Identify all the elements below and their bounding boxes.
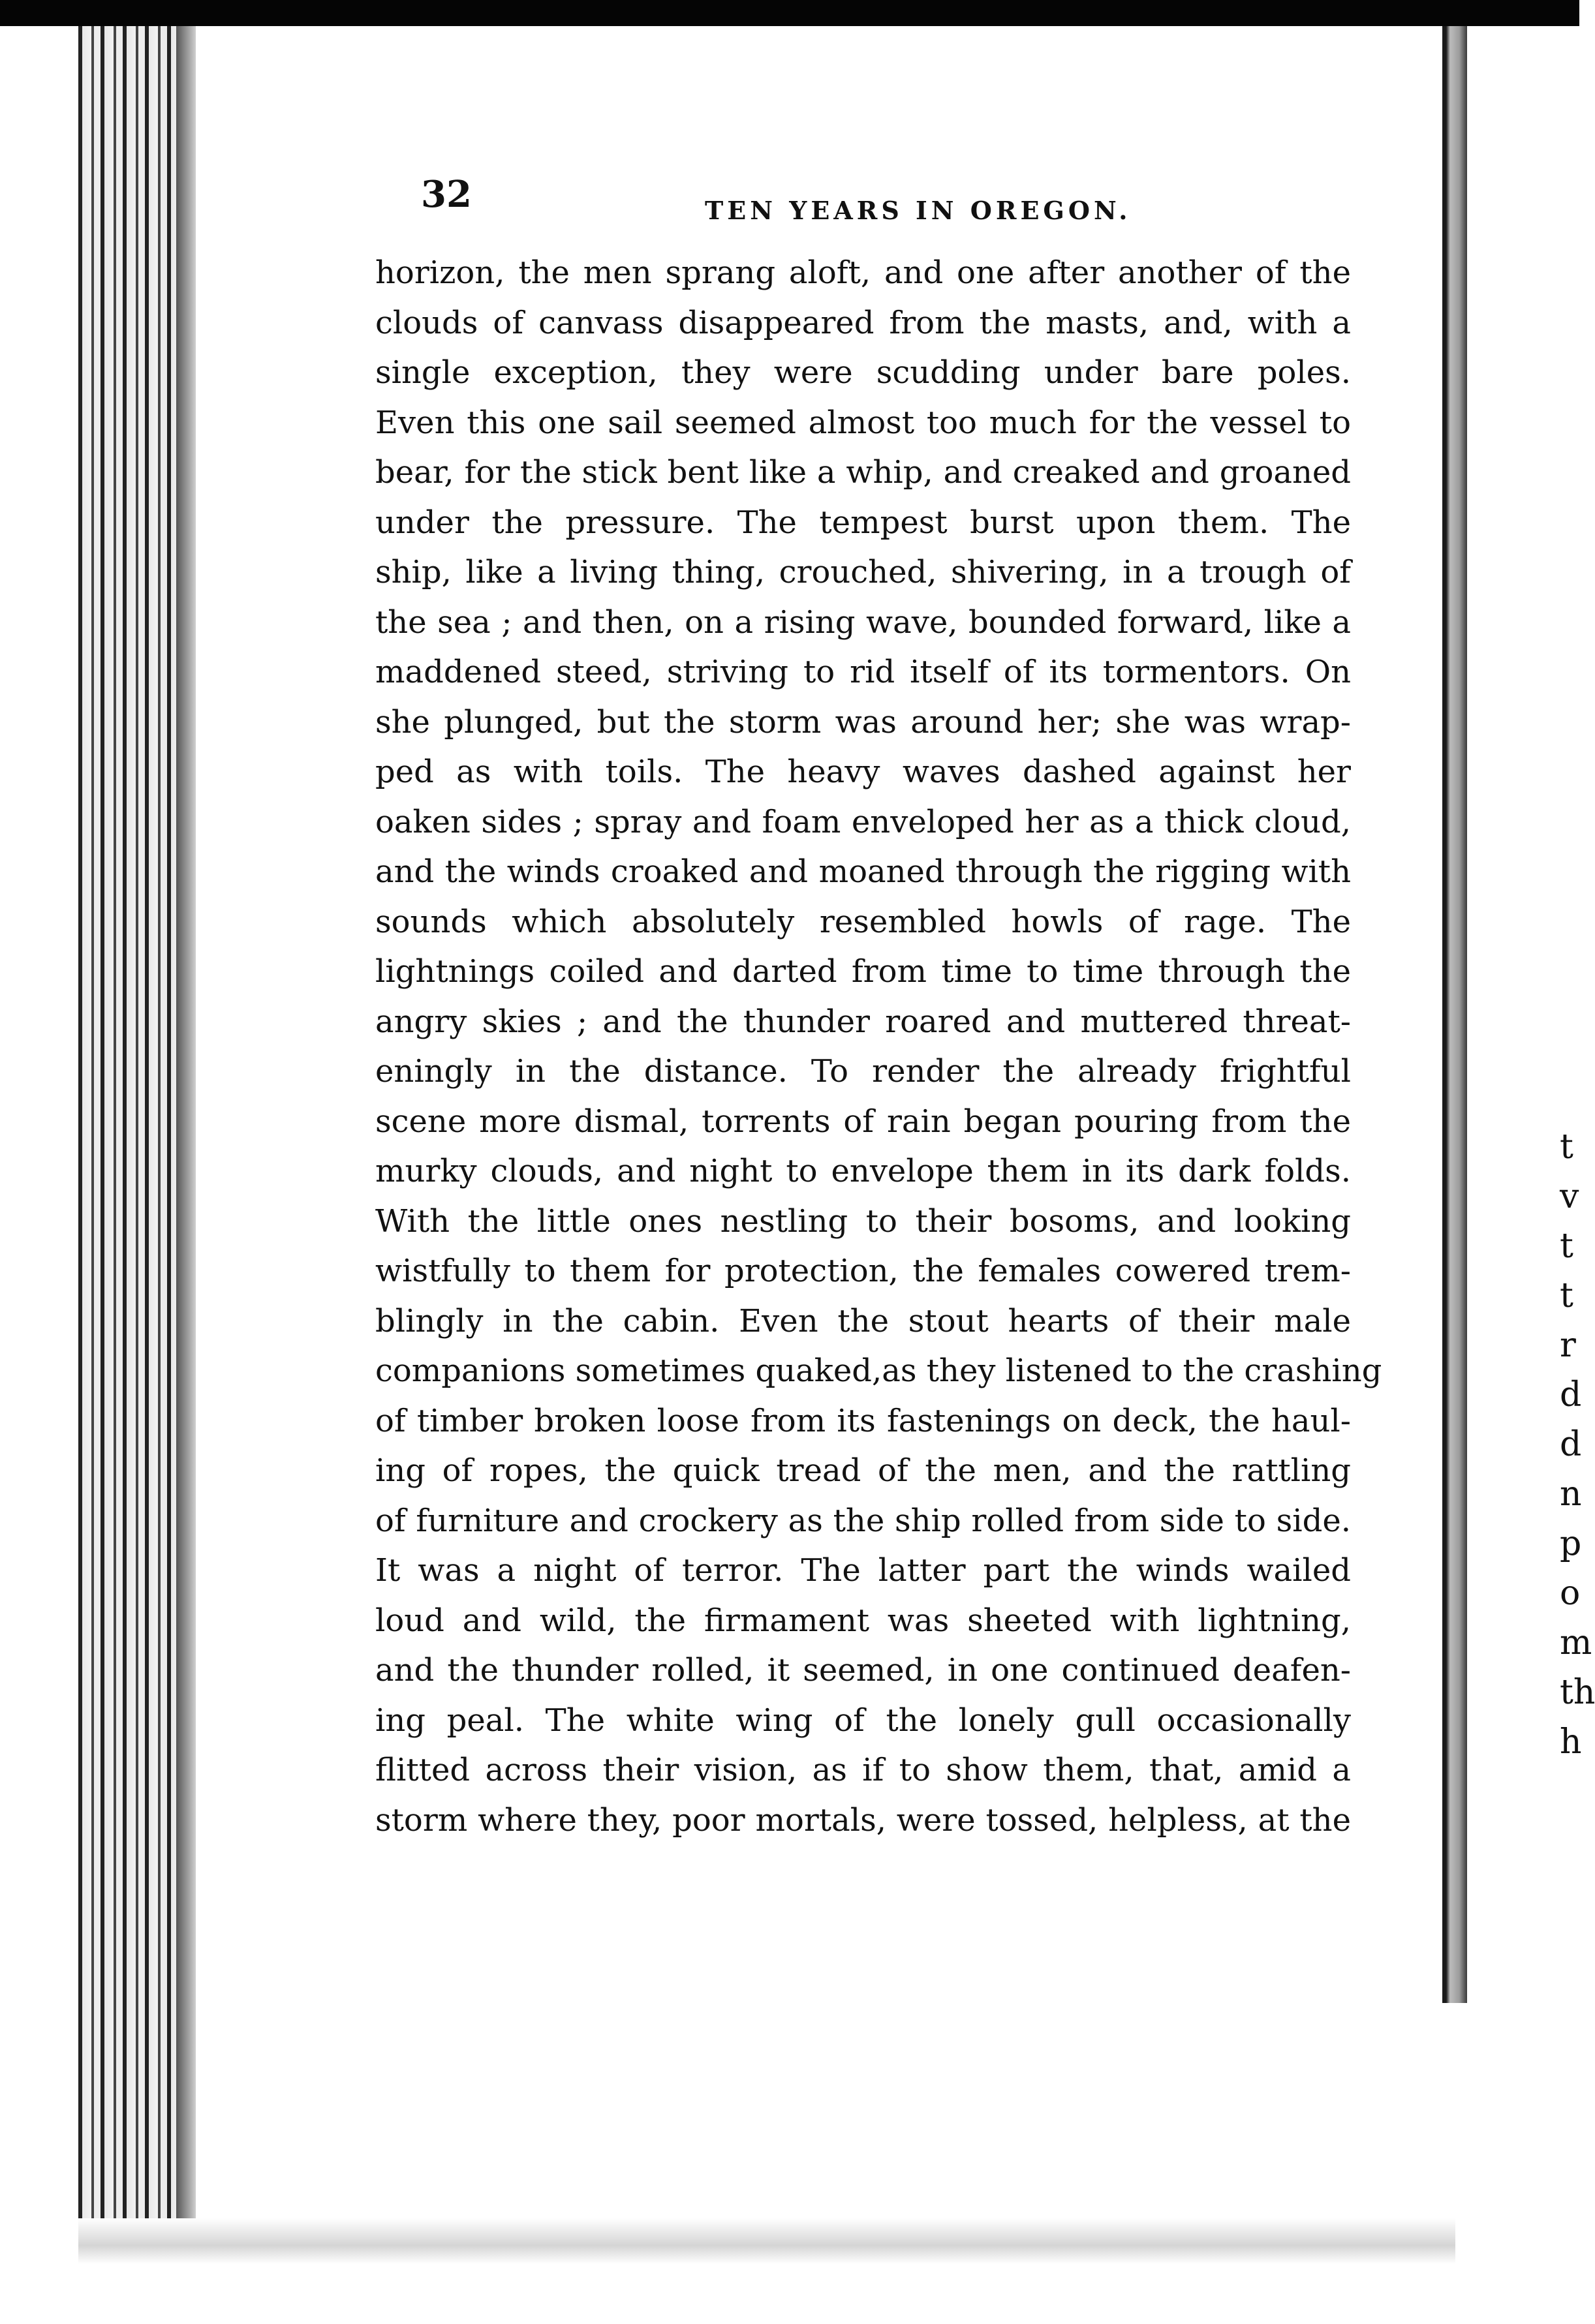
text-line: oaken sides ; spray and foam enveloped her as a thick cloud,	[375, 803, 1351, 840]
text-line: horizon, the men sprang aloft, and one after another of the	[375, 254, 1351, 291]
text-line: of furniture and crockery as the ship rolled from side to side.	[375, 1502, 1351, 1539]
page-number: 32	[421, 173, 472, 216]
text-line: storm where they, poor mortals, were tossed, helpless, at the	[375, 1801, 1351, 1839]
fragment: v	[1560, 1177, 1579, 1216]
scan-top-border	[0, 0, 1579, 26]
text-line: under the pressure. The tempest burst upon them. The	[375, 504, 1351, 541]
text-line: the sea ; and then, on a rising wave, bounded forward, like a	[375, 604, 1351, 641]
fragment: t	[1560, 1127, 1573, 1167]
page-fold-right	[1442, 26, 1467, 2003]
page-bottom-shadow	[78, 2218, 1455, 2264]
text-line: Even this one sail seemed almost too much for the vessel to	[375, 404, 1351, 441]
text-line: blingly in the cabin. Even the stout hearts of their male	[375, 1302, 1351, 1339]
text-line: and the thunder rolled, it seemed, in one continued deafen-	[375, 1652, 1351, 1689]
text-line: flitted across their vision, as if to show them, that, amid a	[375, 1752, 1351, 1788]
text-line: sounds which absolutely resembled howls of rage. The	[375, 903, 1351, 940]
fragment: d	[1560, 1425, 1582, 1464]
text-line: ing peal. The white wing of the lonely gull occasionally	[375, 1702, 1351, 1739]
text-line: clouds of canvass disappeared from the masts, and, with a	[375, 304, 1351, 341]
fragment: o	[1560, 1574, 1581, 1613]
text-line: maddened steed, striving to rid itself of its tormentors. On	[375, 654, 1351, 690]
text-line: With the little ones nestling to their bosoms, and looking	[375, 1202, 1351, 1240]
body-text	[375, 248, 1382, 1845]
text-line: of timber broken loose from its fastenings on deck, the haul-	[375, 1402, 1351, 1439]
scan-left-margin	[0, 26, 78, 2324]
text-line: loud and wild, the firmament was sheeted with lightning,	[375, 1602, 1351, 1639]
fragment: t	[1560, 1276, 1573, 1315]
text-line: scene more dismal, torrents of rain began pouring from the	[375, 1103, 1351, 1140]
fragment: d	[1560, 1375, 1582, 1414]
text-line: angry skies ; and the thunder roared and muttered threat-	[375, 1003, 1351, 1040]
text-line: murky clouds, and night to envelope them in its dark folds.	[375, 1153, 1351, 1189]
fragment: p	[1560, 1524, 1582, 1563]
book-gutter-edges	[78, 26, 189, 2257]
fragment: n	[1560, 1475, 1582, 1514]
fragment: th	[1560, 1673, 1595, 1712]
text-line: ing of ropes, the quick tread of the men, and the rattling	[375, 1452, 1351, 1489]
fragment: h	[1560, 1722, 1582, 1762]
text-line: It was a night of terror. The latter part the winds wailed	[375, 1552, 1351, 1589]
text-line: eningly in the distance. To render the already frightful	[375, 1053, 1351, 1090]
running-title: TEN YEARS IN OREGON.	[705, 196, 1132, 225]
fragment: m	[1560, 1623, 1592, 1662]
text-line: lightnings coiled and darted from time to time through the	[375, 953, 1351, 990]
gutter-shadow	[176, 26, 196, 2257]
text-line: ped as with toils. The heavy waves dashed against her	[375, 754, 1351, 790]
text-line: ship, like a living thing, crouched, shivering, in a trough of	[375, 554, 1351, 590]
text-line: single exception, they were scudding under bare poles.	[375, 354, 1351, 391]
fragment: t	[1560, 1227, 1573, 1266]
text-line: companions sometimes quaked,as they listened to the crashing	[375, 1353, 1382, 1389]
text-line: she plunged, but the storm was around her; she was wrap-	[375, 703, 1351, 741]
text-line: wistfully to them for protection, the females cowered trem-	[375, 1253, 1351, 1289]
fragment: r	[1560, 1326, 1576, 1365]
text-line: and the winds croaked and moaned through the rigging with	[375, 853, 1351, 890]
text-line: bear, for the stick bent like a whip, and creaked and groaned	[375, 454, 1351, 491]
next-page-fragments	[1560, 1122, 1595, 1767]
